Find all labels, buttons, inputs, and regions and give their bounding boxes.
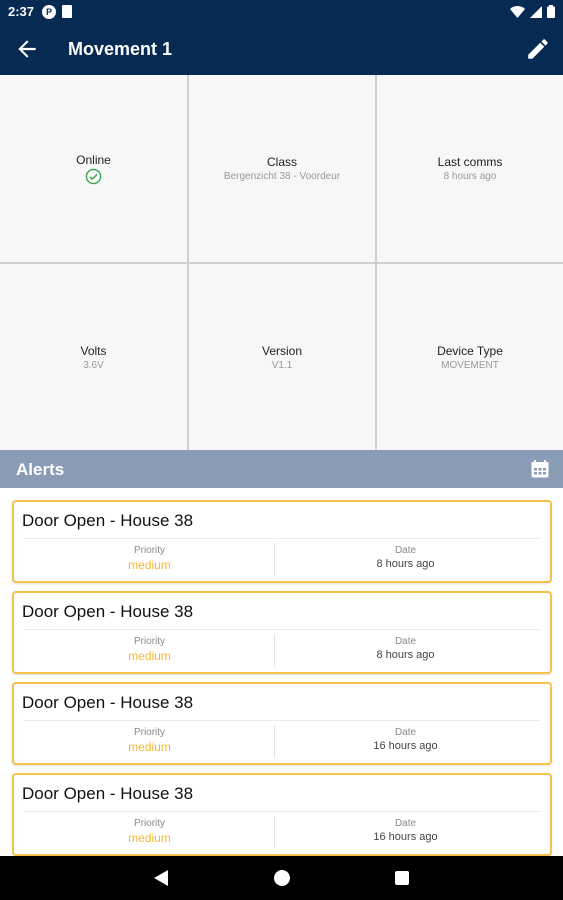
alert-title: Door Open - House 38 xyxy=(22,602,194,621)
wifi-icon xyxy=(510,6,525,18)
last-comms-label: Last comms xyxy=(437,155,503,169)
online-label: Online xyxy=(76,152,111,167)
date-label: Date xyxy=(394,818,417,829)
device-type-value: MOVEMENT xyxy=(441,359,499,371)
info-cell-volts xyxy=(0,264,187,450)
parking-app-icon: P xyxy=(42,5,56,19)
priority-label: Priority xyxy=(133,818,166,829)
status-bar xyxy=(0,0,563,24)
alert-date xyxy=(278,727,533,752)
alert-column-divider xyxy=(274,816,275,849)
alerts-header xyxy=(0,450,563,488)
version-value: V1.1 xyxy=(271,359,293,371)
priority-label: Priority xyxy=(133,727,166,738)
info-cell-version xyxy=(189,264,375,450)
date-label: Date xyxy=(394,545,417,556)
date-value: 16 hours ago xyxy=(373,740,438,752)
date-label: Date xyxy=(394,636,417,647)
device-info-grid xyxy=(0,75,563,450)
info-cell-device-type xyxy=(377,264,563,450)
alert-divider xyxy=(24,811,540,812)
alert-title: Door Open - House 38 xyxy=(22,693,194,712)
date-value: 16 hours ago xyxy=(373,831,438,843)
info-cell-last-comms xyxy=(377,75,563,262)
priority-value: medium xyxy=(128,558,171,572)
alert-column-divider xyxy=(274,725,275,758)
priority-value: medium xyxy=(128,649,171,663)
alert-date xyxy=(278,818,533,843)
status-time: 2:37 xyxy=(8,4,35,19)
alert-card[interactable] xyxy=(12,682,552,765)
volts-value: 3.6V xyxy=(83,359,104,371)
date-value: 8 hours ago xyxy=(376,649,435,661)
alert-title: Door Open - House 38 xyxy=(22,784,194,803)
class-value: Bergenzicht 38 - Voordeur xyxy=(223,171,341,182)
class-label: Class xyxy=(266,155,297,169)
priority-label: Priority xyxy=(133,545,166,556)
alert-priority xyxy=(22,818,277,845)
alert-title: Door Open - House 38 xyxy=(22,511,194,530)
alert-column-divider xyxy=(274,543,275,576)
alert-date xyxy=(278,636,533,661)
alert-date xyxy=(278,545,533,570)
alerts-title: Alerts xyxy=(16,460,65,479)
date-label: Date xyxy=(394,727,417,738)
check-circle-icon xyxy=(85,168,102,185)
nav-back-icon[interactable] xyxy=(154,870,168,886)
priority-value: medium xyxy=(128,740,171,754)
priority-value: medium xyxy=(128,831,171,845)
nav-home-icon[interactable] xyxy=(274,870,290,886)
battery-icon xyxy=(547,5,555,18)
alert-card[interactable] xyxy=(12,500,552,583)
nav-recents-icon[interactable] xyxy=(395,871,409,885)
back-arrow-icon[interactable] xyxy=(14,36,40,62)
edit-pencil-icon[interactable] xyxy=(525,36,551,62)
alert-column-divider xyxy=(274,634,275,667)
alert-priority xyxy=(22,727,277,754)
alert-priority xyxy=(22,636,277,663)
system-nav-bar xyxy=(0,856,563,900)
device-type-label: Device Type xyxy=(437,343,503,358)
calendar-icon[interactable] xyxy=(531,460,549,478)
alert-divider xyxy=(24,720,540,721)
priority-label: Priority xyxy=(133,636,166,647)
last-comms-value: 8 hours ago xyxy=(443,171,497,182)
date-value: 8 hours ago xyxy=(376,558,435,570)
status-left-icons xyxy=(42,5,72,19)
version-label: Version xyxy=(261,343,303,358)
app-bar xyxy=(0,24,563,75)
alert-card[interactable] xyxy=(12,591,552,674)
signal-icon xyxy=(530,6,542,18)
page-title: Movement 1 xyxy=(68,39,173,59)
info-cell-online xyxy=(0,75,187,262)
alert-divider xyxy=(24,538,540,539)
alert-card[interactable] xyxy=(12,773,552,856)
volts-label: Volts xyxy=(80,343,107,358)
sd-card-icon xyxy=(62,5,72,18)
alert-divider xyxy=(24,629,540,630)
status-right-icons xyxy=(510,5,555,18)
grid-divider xyxy=(0,262,563,264)
alert-priority xyxy=(22,545,277,572)
info-cell-class xyxy=(189,75,375,262)
